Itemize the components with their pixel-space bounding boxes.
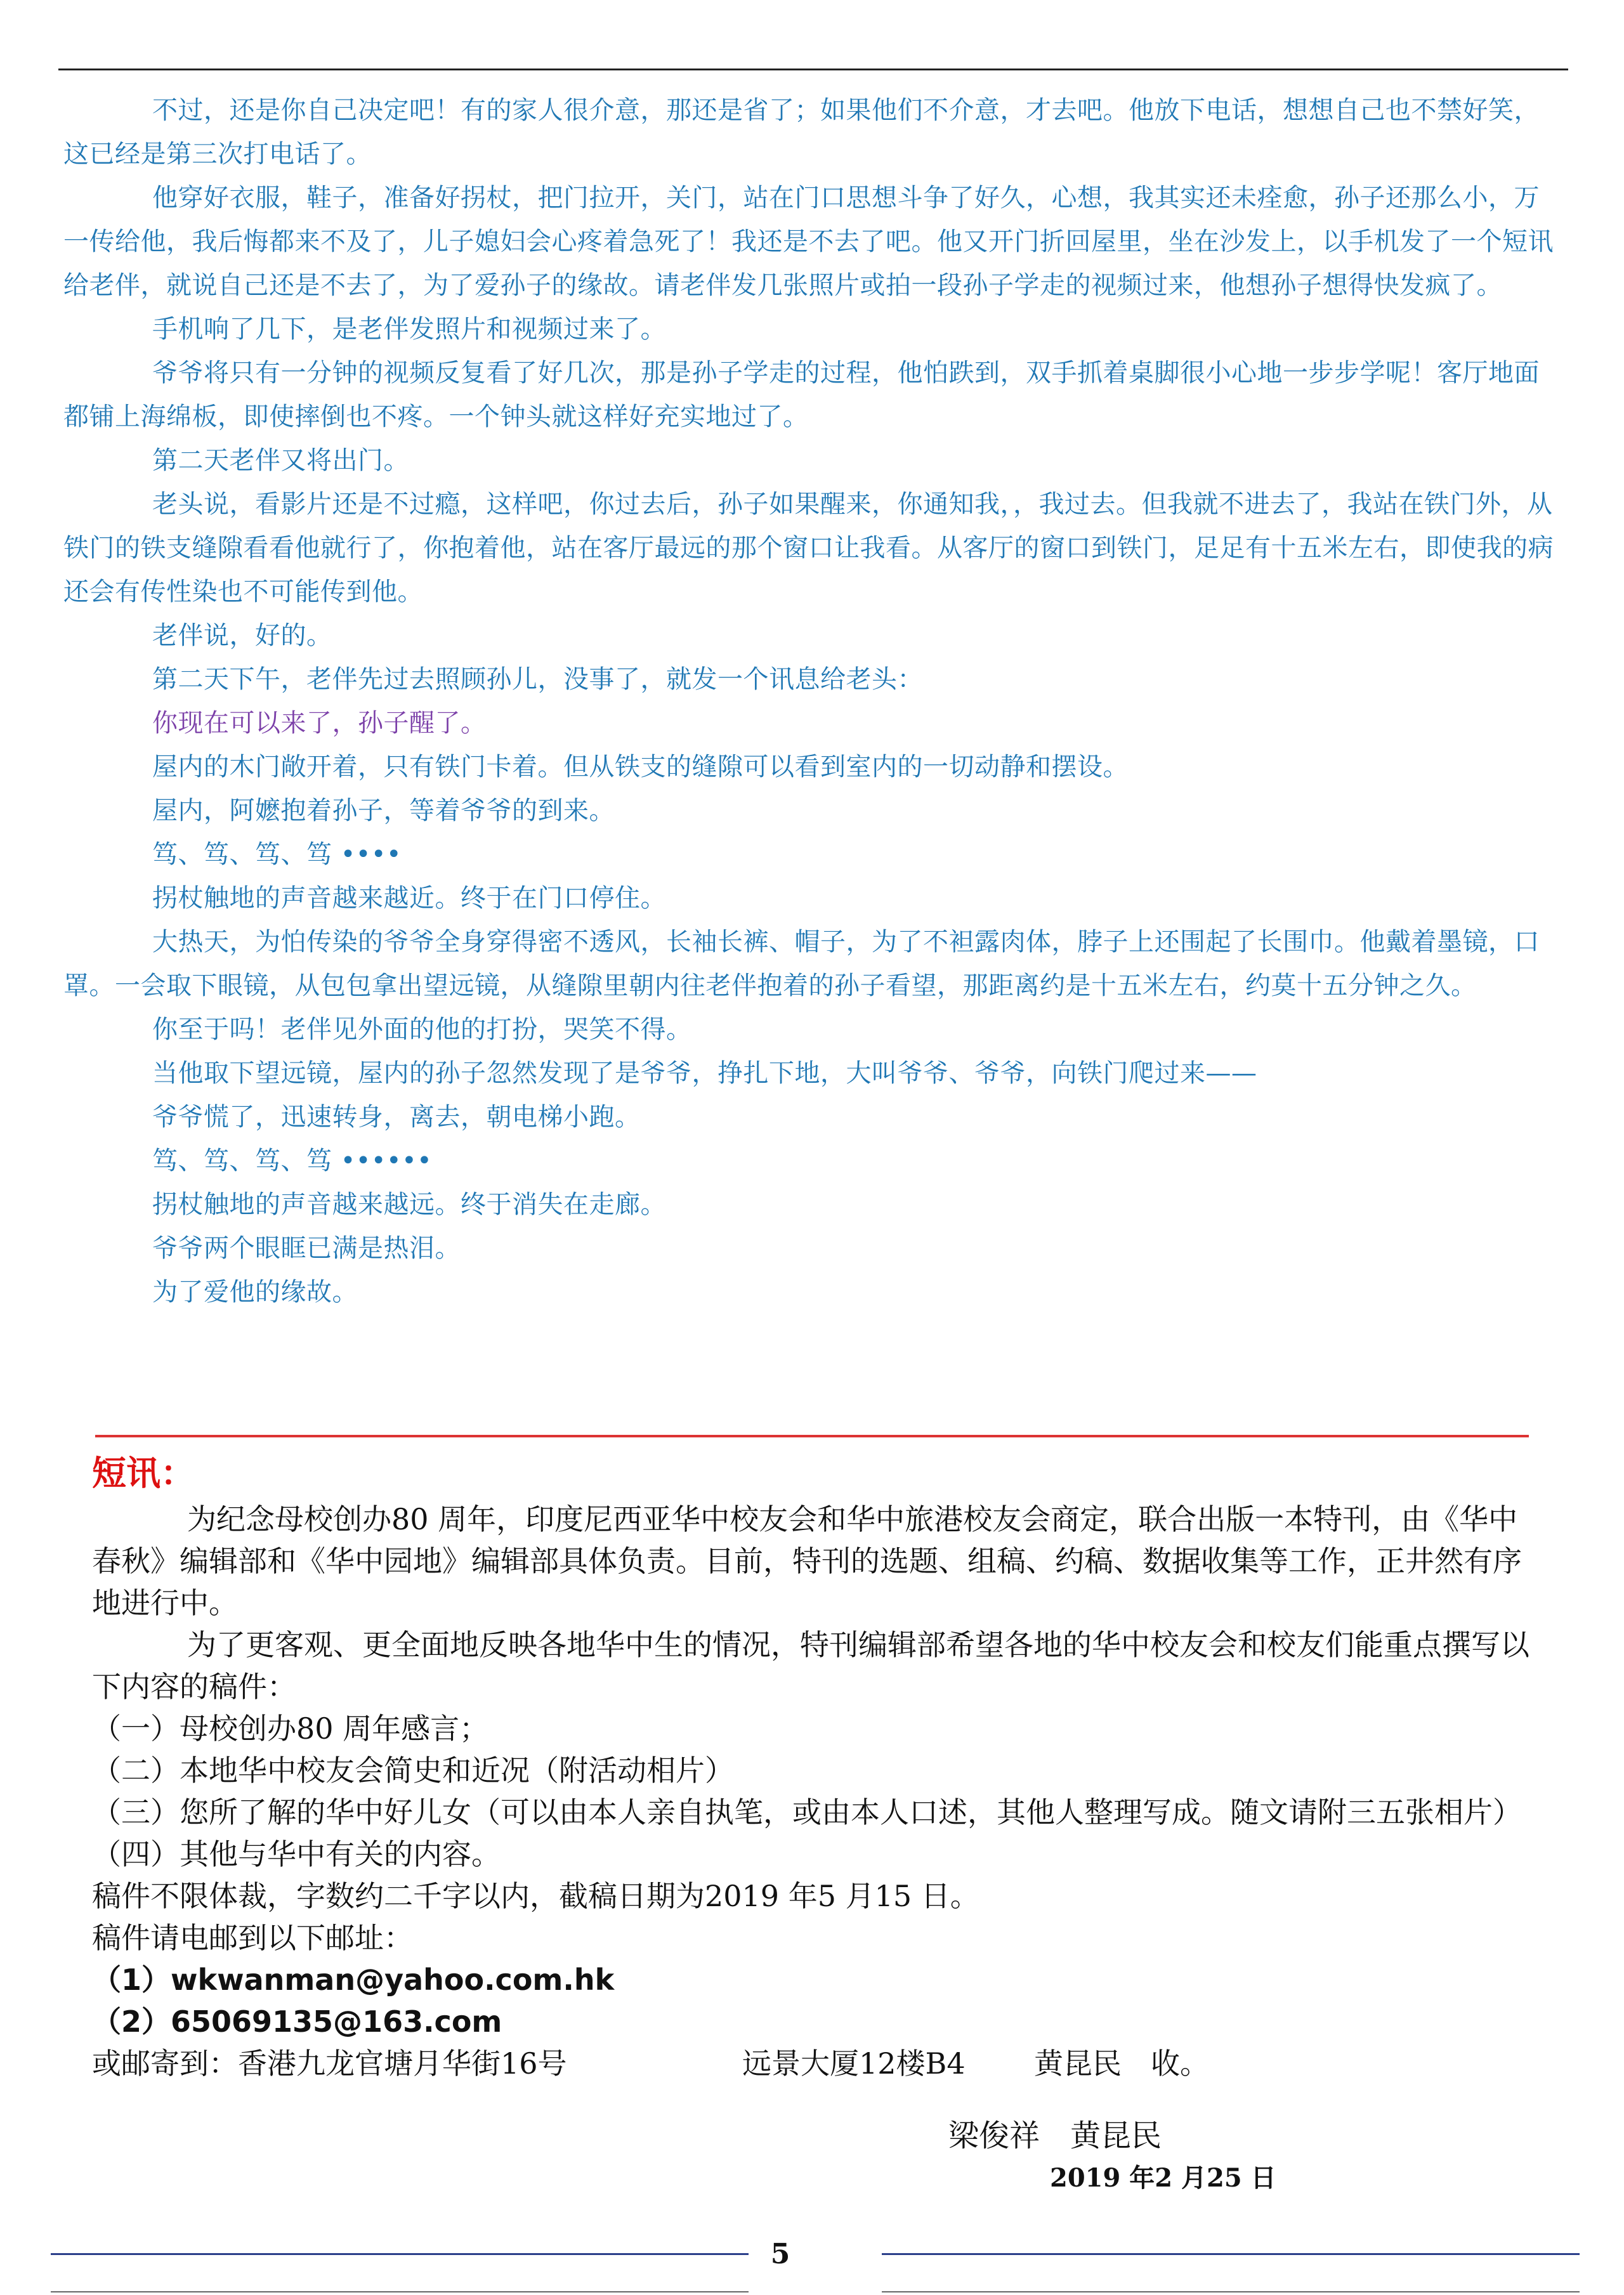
story-paragraph: 当他取下望远镜，屋内的孙子忽然发现了是爷爷，挣扎下地，大叫爷爷、爷爷，向铁门爬过来—— [152,1059,1257,1088]
story-paragraph: 手机响了几下，是老伴发照片和视频过来了。 [152,315,666,344]
header-rule [58,69,1568,70]
story-paragraph: 拐杖触地的声音越来越远。终于消失在走廊。 [152,1190,666,1219]
notice-list-item: （三）您所了解的华中好儿女（可以由本人亲自执笔，或由本人口述，其他人整理写成。随文请附三五张相片） [92,1795,1522,1829]
story-paragraph: 屋内，阿嬷抱着孙子，等着爷爷的到来。 [152,796,615,825]
mailing-address [92,2043,1545,2084]
story-paragraph: 大热天，为怕传染的爷爷全身穿得密不透风，长袖长裤、帽子，为了不袒露肉体，脖子上还围起了长围巾。他戴着墨镜，口罩。一会取下眼镜，从包包拿出望远镜，从缝隙里朝内往老伴抱着的孙子看望，那距离约是十五米左右，约莫十五分钟之久。 [63,927,1540,1000]
notice-list-item: （二）本地华中校友会简史和近况（附活动相片） [92,1753,734,1788]
story-paragraph: 第二天下午，老伴先过去照顾孙儿，没事了，就发一个讯息给老头： [152,665,923,694]
email-address-2[interactable]: （2）65069135@163.com [92,2004,502,2039]
text-message: 你现在可以来了，孙子醒了。 [152,709,487,738]
notice-paragraph: 为纪念母校创办80 周年，印度尼西亚华中校友会和华中旅港校友会商定，联合出版一本特刊，由《华中春秋》编辑部和《华中园地》编辑部具体负责。目前，特刊的选题、组稿、约稿、数据收集等工作，正井然有序地进行中。 [92,1502,1522,1620]
footer-rule-left-top [51,2253,749,2255]
story-paragraph: 第二天老伴又将出门。 [152,446,409,475]
story-paragraph: 老伴说，好的。 [152,621,332,650]
story-paragraph: 为了爱他的缘故。 [152,1278,358,1307]
story-body [63,89,1554,1314]
footer-rule-left-bottom [51,2291,749,2292]
notice-title: 短讯： [92,1453,195,1493]
email-address-1[interactable]: （1）wkwanman@yahoo.com.hk [92,1963,615,1997]
notice-list-item: （四）其他与华中有关的内容。 [92,1837,501,1871]
notice-section [92,1448,1545,2084]
notice-date: 2019 年2 月25 日 [1050,2163,1276,2193]
story-paragraph: 屋内的木门敞开着，只有铁门卡着。但从铁支的缝隙可以看到室内的一切动静和摆设。 [152,752,1129,781]
story-paragraph: 他穿好衣服，鞋子，准备好拐杖，把门拉开，关门，站在门口思想斗争了好久，心想，我其实还未痊愈，孙子还那么小，万一传给他，我后悔都来不及了，儿子媳妇会心疼着急死了！我还是不去了吧。他又开门折回屋里，坐在沙发上，以手机发了一个短讯给老伴，就说自己还是不去了，为了爱孙子的缘故。请老伴发几张照片或拍一段孙子学走的视频过来，他想孙子想得快发疯了。 [63,183,1554,300]
story-paragraph: 笃、笃、笃、笃 •••• [152,840,402,869]
story-paragraph: 爷爷两个眼眶已满是热泪。 [152,1234,461,1263]
section-divider [95,1435,1529,1437]
footer-rule-right-bottom [882,2291,1580,2292]
story-paragraph: 不过，还是你自己决定吧！有的家人很介意，那还是省了；如果他们不介意，才去吧。他放下电话，想想自己也不禁好笑，这已经是第三次打电话了。 [63,96,1540,169]
story-paragraph: 拐杖触地的声音越来越近。终于在门口停住。 [152,884,666,913]
mailing-recipient: 黄昆民 收。 [1034,2046,1209,2081]
signatories: 梁俊祥 黄昆民 [948,2118,1162,2154]
notice-paragraph: 为了更客观、更全面地反映各地华中生的情况，特刊编辑部希望各地的华中校友会和校友们能重点撰写以下内容的稿件： [92,1628,1529,1704]
story-paragraph: 爷爷慌了，迅速转身，离去，朝电梯小跑。 [152,1102,641,1132]
story-paragraph: 你至于吗！老伴见外面的他的打扮，哭笑不得。 [152,1015,692,1044]
story-paragraph: 老头说，看影片还是不过瘾，这样吧，你过去后，孙子如果醒来，你通知我，，我过去。但我就不进去了，我站在铁门外，从铁门的铁支缝隙看看他就行了，你抱着他，站在客厅最远的那个窗口让我看。从客厅的窗口到铁门，足足有十五米左右，即使我的病还会有传性染也不可能传到他。 [63,490,1554,606]
notice-list-item: （一）母校创办80 周年感言； [92,1711,489,1746]
deadline-text: 稿件不限体裁，字数约二千字以内，截稿日期为2019 年5 月15 日。 [92,1879,979,1913]
email-intro: 稿件请电邮到以下邮址： [92,1921,413,1955]
story-paragraph: 笃、笃、笃、笃 •••••• [152,1146,433,1175]
mailing-building: 远景大厦12楼B4 [742,2046,966,2081]
footer-rule-right-top [882,2253,1580,2255]
mailing-street: 或邮寄到：香港九龙官塘月华街16号 [92,2046,567,2081]
page-number: 5 [770,2238,790,2270]
story-paragraph: 爷爷将只有一分钟的视频反复看了好几次，那是孙子学走的过程，他怕跌到，双手抓着桌脚很小心地一步步学呢！客厅地面都铺上海绵板，即使摔倒也不疼。一个钟头就这样好充实地过了。 [63,358,1540,431]
